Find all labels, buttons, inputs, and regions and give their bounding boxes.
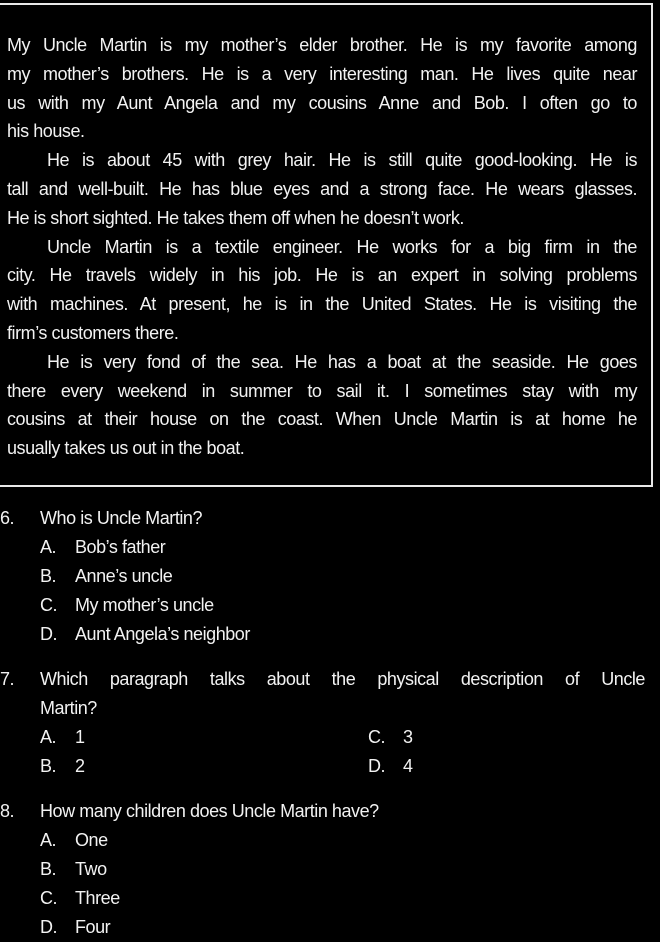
reading-passage [7,31,637,463]
passage-line: My Uncle Martin is my mother’s elder brother. He is my favorite among [7,35,637,55]
option-text: Anne’s uncle [75,566,173,586]
option-text: Four [75,917,111,937]
option-letter: B. [40,756,57,776]
option-letter: C. [368,727,386,747]
question-text: Which paragraph talks about the physical description of Uncle [40,669,645,689]
passage-line: there every weekend in summer to sail it. I sometimes stay with my [7,380,637,401]
option-letter: D. [40,624,58,644]
option-letter: D. [368,756,386,776]
option-text: Bob’s father [75,537,166,557]
question-text: Who is Uncle Martin? [40,508,203,528]
question-text: How many children does Uncle Martin have? [40,801,379,821]
paragraph-3 [7,233,637,348]
option-text: Three [75,888,120,908]
paragraph-4 [7,348,637,463]
option-text: 3 [403,727,413,747]
passage-line: my mother’s brothers. He is a very interesting man. He lives quite near [7,63,637,84]
question-6 [0,504,645,649]
question-number: 7. [0,669,15,689]
passage-line: usually takes us out in the boat. [7,438,245,459]
passage-line: cousins at their house on the coast. When Uncle Martin is at home he [7,409,637,430]
passage-line: tall and well-built. He has blue eyes and a strong face. He wears glasses. [7,178,637,199]
option-text: Two [75,859,107,879]
option-text: 1 [75,727,85,747]
question-text-continued: Martin? [40,698,97,718]
option-text: Aunt Angela’s neighbor [75,624,250,644]
passage-line: Uncle Martin is a textile engineer. He works for a big firm in the [47,236,637,257]
option-letter: B. [40,859,57,879]
option-text: One [75,830,108,850]
option-letter: A. [40,727,57,747]
passage-line: firm’s customers there. [7,322,179,343]
option-letter: A. [40,830,57,850]
option-letter: A. [40,537,57,557]
option-letter: D. [40,917,58,937]
option-text: 4 [403,756,413,776]
question-7 [0,665,645,781]
paragraph-1 [7,31,637,146]
passage-line: He is about 45 with grey hair. He is still quite good-looking. He is [47,150,637,171]
passage-line: He is short sighted. He takes them off when he doesn’t work. [7,207,464,228]
passage-line: us with my Aunt Angela and my cousins Anne and Bob. I often go to [7,92,637,113]
option-text: My mother’s uncle [75,595,214,615]
passage-line: city. He travels widely in his job. He is an expert in solving problems [7,265,637,286]
option-letter: C. [40,595,58,615]
paragraph-2 [7,146,637,232]
passage-line: with machines. At present, he is in the United States. He is visiting the [7,294,637,315]
passage-line: his house. [7,121,85,142]
passage-line: He is very fond of the sea. He has a boat at the seaside. He goes [47,351,637,372]
question-8 [0,797,645,942]
option-text: 2 [75,756,85,776]
question-number: 6. [0,508,15,528]
question-number: 8. [0,801,15,821]
option-letter: B. [40,566,57,586]
option-letter: C. [40,888,58,908]
